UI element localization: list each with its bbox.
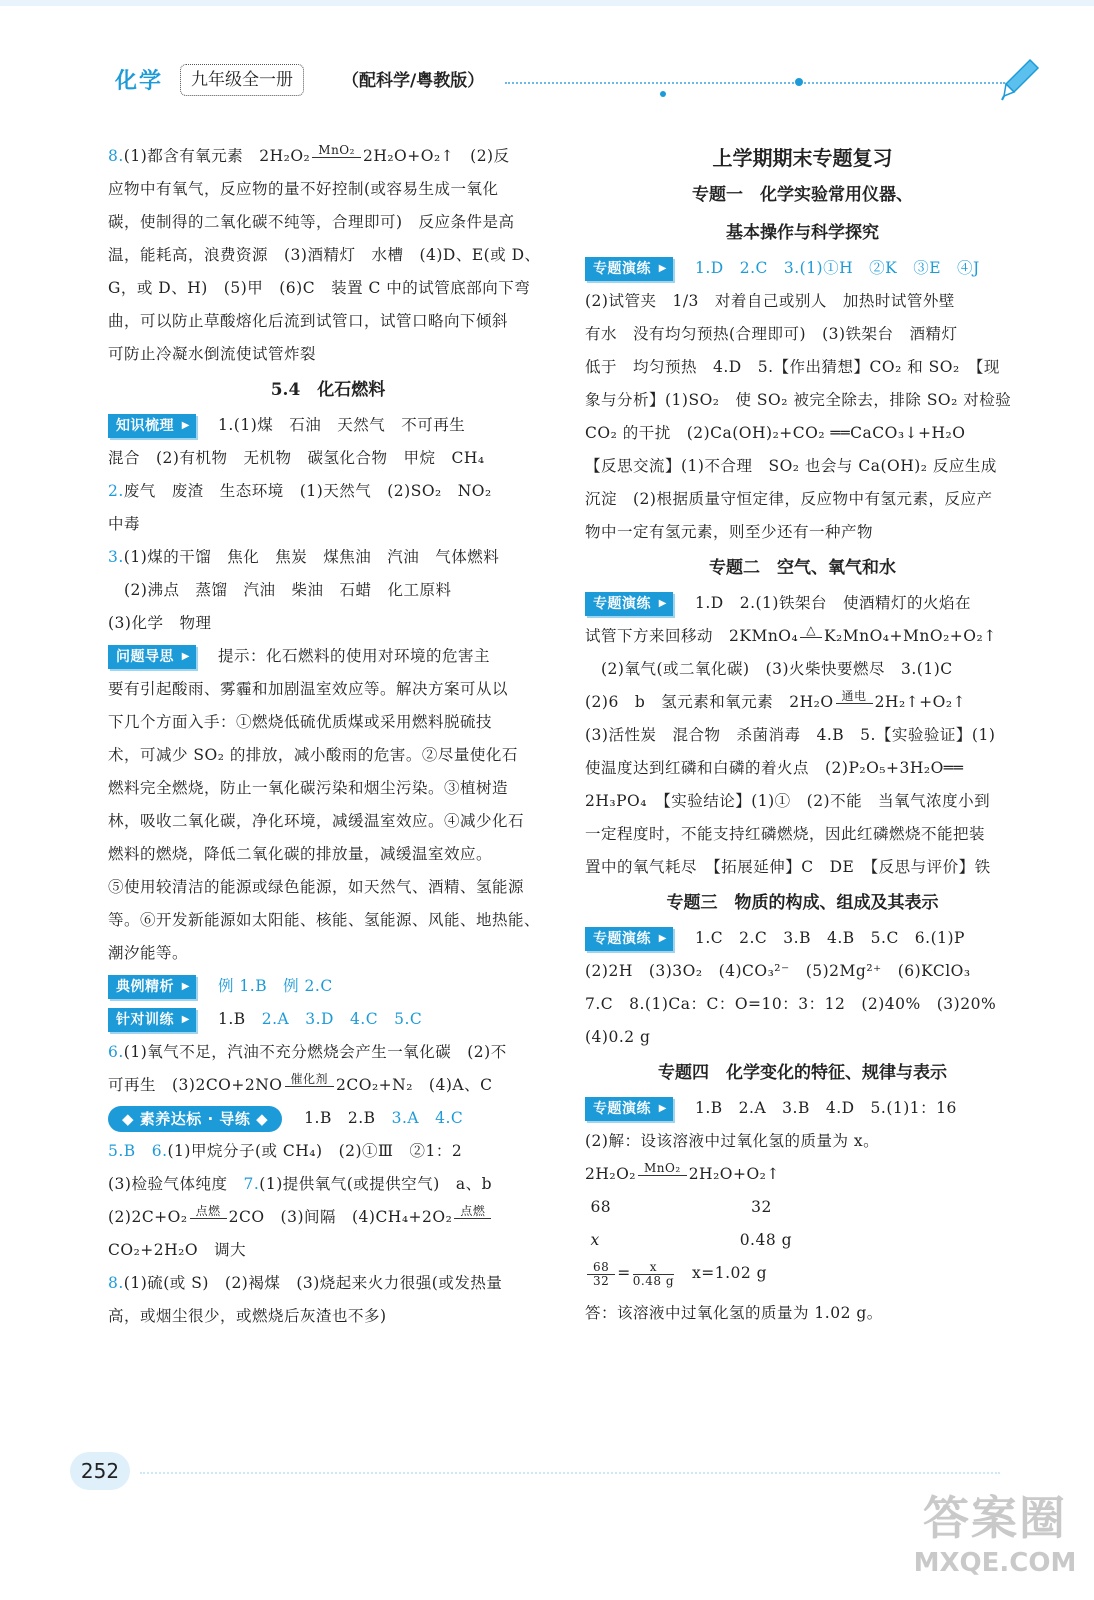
topic-title: 专题四 化学变化的特征、规律与表示: [658, 1063, 947, 1083]
text-line: 林，吸收二氧化碳，净化环境，减缓温室效应。④减少化石: [108, 812, 525, 830]
text-line: 3.(1)煤的干馏 焦化 焦炭 煤焦油 汽油 气体燃料: [108, 548, 500, 566]
drill-line: 专题演练 ▶ 1.D 2.C 3.(1)①H ②K ③E ④J: [585, 252, 1020, 285]
text-line: 混合 (2)有机物 无机物 碳氢化合物 甲烷 CH₄: [108, 449, 485, 467]
text-line: (2)2H (3)3O₂ (4)CO₃²⁻ (5)2Mg²⁺ (6)KClO₃: [585, 962, 971, 980]
tag-drill: 专题演练 ▶: [585, 257, 673, 281]
tag-drill: 专题演练 ▶: [585, 927, 673, 951]
header-dot: [660, 91, 666, 97]
text-line: 等。⑥开发新能源如太阳能、核能、氢能源、风能、地热能、: [108, 911, 541, 929]
footer-dotted-line: [140, 1472, 1000, 1474]
pen-icon: [1000, 58, 1040, 102]
text-line: 6.(1)氧气不足，汽油不充分燃烧会产生一氧化碳 (2)不: [108, 1043, 507, 1061]
equation-numbers: 68 32: [590, 1198, 772, 1216]
text-line: 2.废气 废渣 生态环境 (1)天然气 (2)SO₂ NO₂: [108, 482, 492, 500]
subject-title: 化学: [115, 69, 164, 94]
page-number: 252: [70, 1452, 130, 1490]
section-title: 5.4 化石燃料: [270, 380, 386, 400]
drill-line: 专题演练 ▶ 1.B 2.A 3.B 4.D 5.(1)1：16: [585, 1092, 1020, 1125]
text-line: 潮汐能等。: [108, 944, 189, 962]
text-line: 要有引起酸雨、雾霾和加剧温室效应等。解决方案可从以: [108, 680, 509, 698]
question-line: 问题导思 ▶ 提示：化石燃料的使用对环境的危害主: [108, 640, 548, 673]
text-line: 曲，可以防止草酸熔化后流到试管口，试管口略向下倾斜: [108, 312, 509, 330]
text-line: 8.(1)硫(或 S) (2)褐煤 (3)烧起来火力很强(或发热量: [108, 1274, 503, 1292]
text-line: 术，可减少 SO₂ 的排放，减小酸雨的危害。②尽量使化石: [108, 746, 518, 764]
text-line: (2)6 b 氢元素和氧元素 2H₂O 通电 2H₂↑+O₂↑: [585, 688, 967, 711]
text-line: (2)氧气(或二氧化碳) (3)火柴快要燃尽 3.(1)C: [585, 660, 953, 678]
tag-drill: 专题演练 ▶: [585, 592, 673, 616]
text-line: 象与分析】(1)SO₂ 使 SO₂ 被完全除去，排除 SO₂ 对检验: [585, 391, 1012, 409]
text-line: 温，能耗高，浪费资源 (3)酒精灯 水槽 (4)D、E(或 D、: [108, 246, 541, 264]
text-line: 物中一定有氢元素，则至少还有一种产物: [585, 523, 874, 541]
text-line: CO₂+2H₂O 调大: [108, 1241, 247, 1259]
text-line: 一定程度时，不能支持红磷燃烧，因此红磷燃烧不能把装: [585, 825, 986, 843]
text-line: 燃料的燃烧，降低二氧化碳的排放量，减缓温室效应。: [108, 845, 493, 863]
text-line: 7.C 8.(1)Ca：C：O=10：3：12 (2)40% (3)20%: [585, 995, 997, 1013]
text-line: 下几个方面入手：①燃烧低硫优质煤或采用燃料脱硫技: [108, 713, 493, 731]
right-column: [585, 140, 1020, 1330]
text-line: 应物中有氧气，反应物的量不好控制(或容易生成一氧化: [108, 180, 499, 198]
edition-label: （配科学/粤教版）: [342, 71, 485, 91]
review-title: 上学期期末专题复习: [712, 146, 893, 170]
text-line: 有水 没有均匀预热(合理即可) (3)铁架台 酒精灯: [585, 325, 958, 343]
text-line: (2)2C+O₂ 点燃 2CO (3)间隔 (4)CH₄+2O₂ 点燃: [108, 1201, 548, 1234]
header-dot: [795, 78, 803, 86]
answer-line: 答：该溶液中过氧化氢的质量为 1.02 g。: [585, 1304, 883, 1322]
text-line: (2)试管夹 1/3 对着自己或别人 加热时试管外壁: [585, 292, 955, 310]
text-line: 可再生 (3)2CO+2NO 催化剂 2CO₂+N₂ (4)A、C: [108, 1071, 493, 1094]
text-line: ⑤使用较清洁的能源或绿色能源，如天然气、酒精、氢能源: [108, 878, 525, 896]
drill-line: 专题演练 ▶ 1.D 2.(1)铁架台 使酒精灯的火焰在: [585, 587, 1020, 620]
tag-example: 典例精析 ▶: [108, 975, 196, 999]
text-line: CO₂ 的干扰 (2)Ca(OH)₂+CO₂ ══CaCO₃↓+H₂O: [585, 424, 966, 442]
page-header: [0, 58, 1094, 108]
text-line: (3)活性炭 混合物 杀菌消毒 4.B 5.【实验验证】(1): [585, 726, 996, 744]
topic-title: 专题二 空气、氧气和水: [709, 558, 896, 578]
text-line: 试管下方来回移动 2KMnO₄ △ K₂MnO₄+MnO₂+O₂↑: [585, 622, 997, 645]
text-line: (3)化学 物理: [108, 614, 212, 632]
grade-label: 九年级全一册: [180, 64, 304, 96]
literacy-line: ◆ 素养达标 · 导练 ◆ 1.B 2.B 3.A 4.C: [108, 1102, 548, 1135]
text-line: 可防止冷凝水倒流使试管炸裂: [108, 345, 317, 363]
topic-subtitle: 基本操作与科学探究: [726, 223, 879, 243]
text-line: 置中的氧气耗尽 【拓展延伸】C DE 【反思与评价】铁: [585, 858, 991, 876]
text-line: (4)0.2 g: [585, 1028, 651, 1046]
text-line: 沉淀 (2)根据质量守恒定律，反应物中有氢元素，反应产: [585, 490, 993, 508]
tag-knowledge: 知识梳理 ▶: [108, 414, 196, 438]
left-column: [108, 140, 548, 1333]
equation-unknowns: x 0.48 g: [590, 1231, 793, 1249]
drill-line: 专题演练 ▶ 1.C 2.C 3.B 4.B 5.C 6.(1)P: [585, 922, 1020, 955]
ratio-line: $\frac{68}{32}$ = $\frac{x}{0.48 g}$ x=1.02 g: [585, 1257, 1020, 1297]
text-line: 2H₃PO₄ 【实验结论】(1)① (2)不能 当氧气浓度小到: [585, 792, 991, 810]
knowledge-line: 知识梳理 ▶ 1.(1)煤 石油 天然气 不可再生: [108, 409, 548, 442]
text-line: (2)沸点 蒸馏 汽油 柴油 石蜡 化工原料: [108, 581, 452, 599]
header-dotted-line: [505, 82, 1005, 84]
text-line: (3)检验气体纯度 7.(1)提供氧气(或提供空气) a、b: [108, 1175, 492, 1193]
watermark-logo: 答案圈 MXQE.COM: [913, 1491, 1077, 1578]
tag-drill: 专题演练 ▶: [585, 1097, 673, 1121]
text-line: (2)解：设该溶液中过氧化氢的质量为 x。: [585, 1132, 880, 1150]
text-line: 5.B 6.(1)甲烷分子(或 CH₄) (2)①Ⅲ ②1：2: [108, 1142, 463, 1160]
tag-literacy: ◆ 素养达标 · 导练 ◆: [108, 1106, 282, 1132]
tag-training: 针对训练 ▶: [108, 1008, 196, 1032]
equation-line: 2H₂O₂ MnO₂ 2H₂O+O₂↑: [585, 1160, 780, 1183]
text-line: G，或 D、H) (5)甲 (6)C 装置 C 中的试管底部向下弯: [108, 279, 531, 297]
example-line: 典例精析 ▶ 例 1.B 例 2.C: [108, 970, 548, 1003]
answer-8-line: 8.(1)都含有氧元素 2H₂O₂ MnO₂ 2H₂O+O₂↑ (2)反: [108, 142, 510, 165]
training-line: 针对训练 ▶ 1.B 2.A 3.D 4.C 5.C: [108, 1003, 548, 1036]
top-strip: [0, 0, 1094, 6]
text-line: 低于 均匀预热 4.D 5.【作出猜想】CO₂ 和 SO₂ 【现: [585, 358, 1000, 376]
text-line: 中毒: [108, 515, 141, 533]
text-line: 高，或烟尘很少，或燃烧后灰渣也不多): [108, 1307, 387, 1325]
topic-title: 专题一 化学实验常用仪器、: [692, 185, 913, 205]
topic-title: 专题三 物质的构成、组成及其表示: [666, 893, 939, 913]
text-line: 【反思交流】(1)不合理 SO₂ 也会与 Ca(OH)₂ 反应生成: [585, 457, 997, 475]
tag-question: 问题导思 ▶: [108, 645, 196, 669]
text-line: 碳，使制得的二氧化碳不纯等，合理即可) 反应条件是高: [108, 213, 515, 231]
text-line: 使温度达到红磷和白磷的着火点 (2)P₂O₅+3H₂O══: [585, 759, 964, 777]
text-line: 燃料完全燃烧，防止一氧化碳污染和烟尘污染。③植树造: [108, 779, 509, 797]
